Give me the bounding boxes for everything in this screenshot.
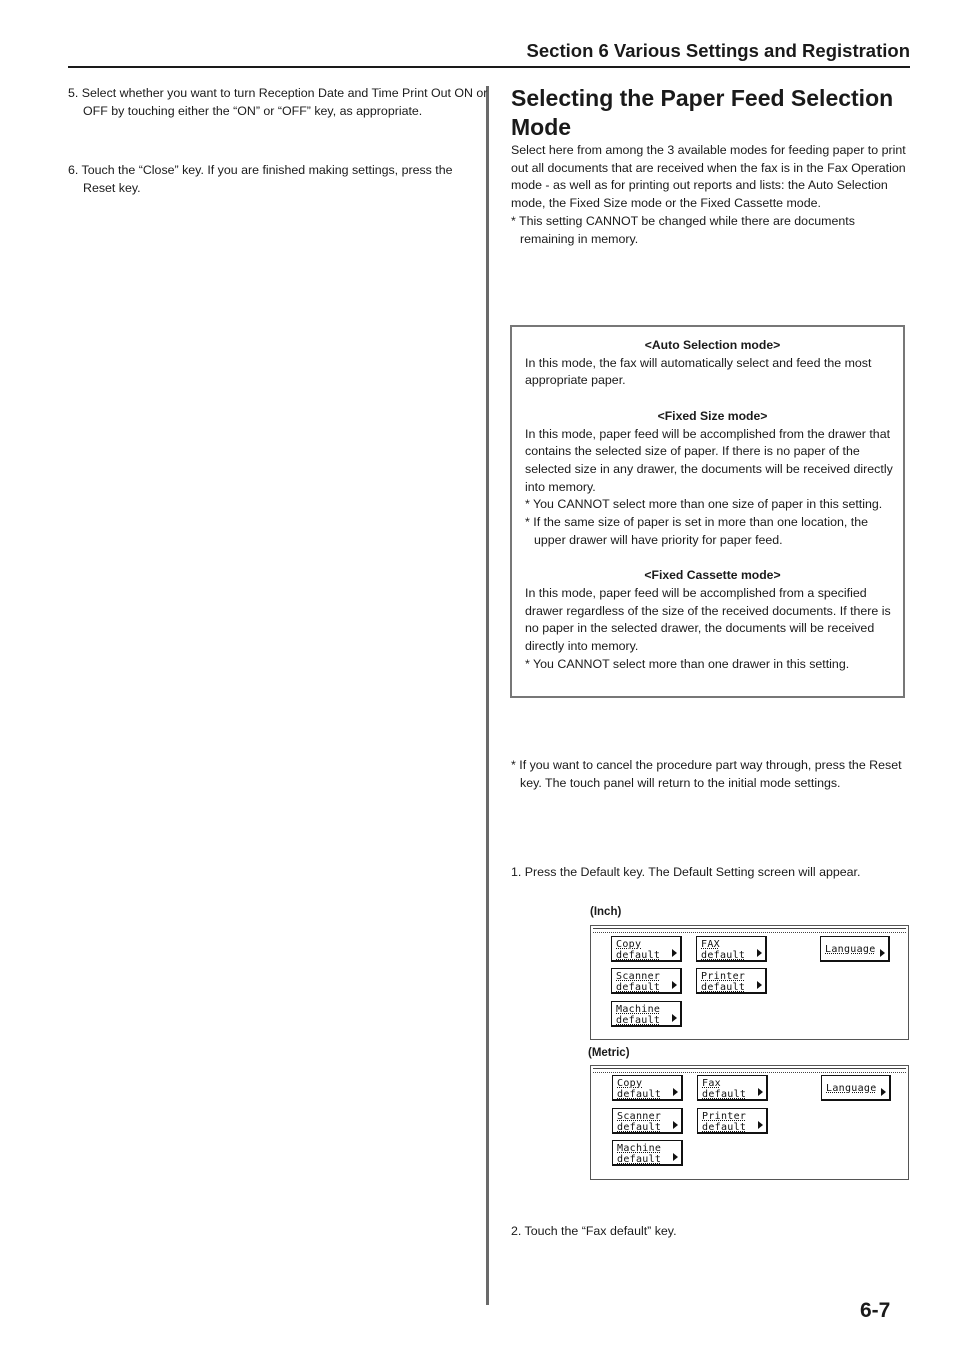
intro-paragraph: Select here from among the 3 available modes for feeding paper to print out all documents that are received when the fax is in the Fax Operation mode - as well as for printing out reports and lists: the Auto Selection mode, the Fixed Size mode or the Fixed Cassette mode. [511,143,906,211]
key-label: Machine [617,1143,662,1154]
fixed-cassette-text: In this mode, paper feed will be accomplished from a specified drawer regardless of the size of the received documents. If there is no paper in the selected drawer, the documents will be received directly into memory. [525,585,891,653]
metric-default-screen [590,1065,909,1180]
step-5-text: 5. Select whether you want to turn Reception Date and Time Print Out ON or OFF by touching either the “ON” or “OFF” key, as appropriate. [68,86,488,118]
key-label: Printer [702,1111,747,1122]
auto-selection-text: In this mode, the fax will automatically select and feed the most appropriate paper. [525,355,872,388]
key-label: Fax [702,1078,721,1089]
cancel-note: * If you want to cancel the procedure part way through, press the Reset key. The touch panel will return to the initial mode settings. [511,758,902,790]
language-key[interactable] [821,1075,891,1101]
inch-caption: (Inch) [590,906,622,918]
page-title: Selecting the Paper Feed Selection Mode [511,85,894,140]
key-label: default [616,982,661,993]
printer-default-key[interactable] [697,1108,768,1134]
scanner-default-key[interactable] [611,968,682,994]
key-label: Language [826,1083,877,1094]
arrow-right-icon [672,1014,677,1022]
intro-note: * This setting CANNOT be changed while there are documents remaining in memory. [511,214,855,246]
key-label: default [617,1122,662,1133]
arrow-right-icon [673,1153,678,1161]
arrow-right-icon [758,1088,763,1096]
key-label: Copy [617,1078,643,1089]
metric-caption: (Metric) [588,1047,630,1059]
arrow-right-icon [757,981,762,989]
arrow-right-icon [881,1088,886,1096]
key-label: default [616,950,661,961]
key-label: Machine [616,1004,661,1015]
key-label: FAX [701,939,720,950]
step-1-text: 1. Press the Default key. The Default Setting screen will appear. [511,865,861,879]
fixed-size-heading: <Fixed Size mode> [657,408,768,423]
arrow-right-icon [880,949,885,957]
key-label: Scanner [617,1111,662,1122]
mode-info-box [510,325,905,698]
key-label: Printer [701,971,746,982]
key-label: default [702,1122,747,1133]
arrow-right-icon [758,1121,763,1129]
machine-default-key[interactable] [611,1001,682,1027]
copy-default-key[interactable] [611,936,682,962]
printer-default-key[interactable] [696,968,767,994]
screen-title-bar [593,928,906,933]
machine-default-key[interactable] [612,1140,683,1166]
key-label: Language [825,944,876,955]
key-label: Copy [616,939,642,950]
key-label: default [701,950,746,961]
key-label: default [702,1089,747,1100]
header-rule [68,66,910,68]
arrow-right-icon [673,1088,678,1096]
fax-default-key[interactable] [696,936,767,962]
fixed-size-note-2: * If the same size of paper is set in more than one location, the upper drawer will have priority for paper feed. [525,515,868,547]
key-label: default [617,1089,662,1100]
auto-selection-heading: <Auto Selection mode> [644,338,781,352]
step-6-text: 6. Touch the “Close” key. If you are finished making settings, press the Reset key. [68,163,453,195]
language-key[interactable] [820,936,890,962]
fixed-size-text: In this mode, paper feed will be accomplished from the drawer that contains the selected size of paper. If there is no paper of the selected size in any drawer, the documents will be received directly into memory. [525,426,893,494]
fax-default-key[interactable] [697,1075,768,1101]
fixed-size-note-1: * You CANNOT select more than one size of paper in this setting. [525,497,883,512]
key-label: default [701,982,746,993]
key-label: Scanner [616,971,661,982]
step-2-text: 2. Touch the “Fax default” key. [511,1224,677,1238]
fixed-cassette-heading: <Fixed Cassette mode> [644,568,781,583]
page-number: 6-7 [860,1299,891,1322]
fixed-cassette-note: * You CANNOT select more than one drawer in this setting. [525,656,850,671]
key-label: default [616,1015,661,1026]
column-divider [486,86,489,1305]
arrow-right-icon [672,981,677,989]
arrow-right-icon [673,1121,678,1129]
inch-default-screen [590,925,909,1040]
key-label: default [617,1154,662,1165]
screen-title-bar [593,1068,906,1073]
arrow-right-icon [672,949,677,957]
section-header: Section 6 Various Settings and Registration [526,40,910,61]
arrow-right-icon [757,949,762,957]
copy-default-key[interactable] [612,1075,683,1101]
scanner-default-key[interactable] [612,1108,683,1134]
